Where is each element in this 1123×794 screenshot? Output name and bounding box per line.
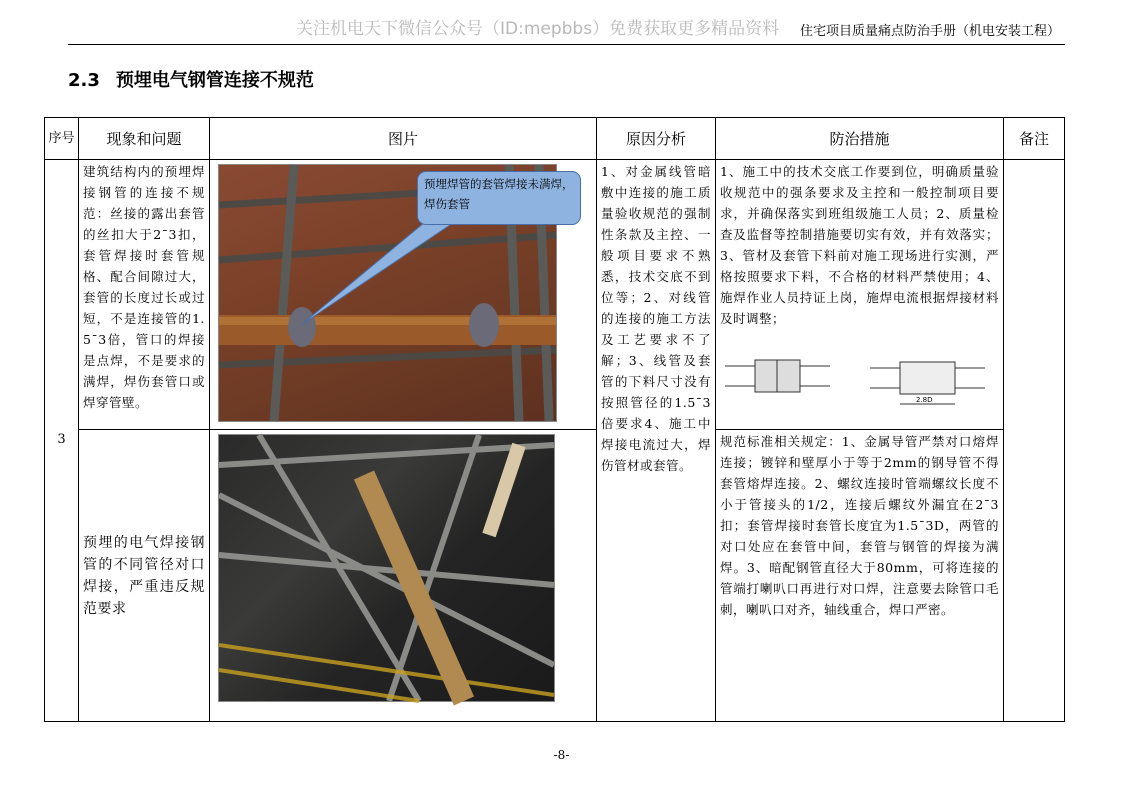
photo-socket-weld <box>218 164 574 422</box>
measures-text-1: 1、施工中的技术交底工作要到位，明确质量验收规范中的强条要求及主控和一般控制项目要求，并确保落实到班组级施工人员；2、质量检查及监督等控制措施要切实有效，并有效落实；3、管材及套管下料前对施工现场进行实测，严格按照要求下料，不合格的材料严禁使用；4、施焊作业人员持证上岗，施焊电流根据焊接材料及时调整； <box>720 164 999 326</box>
defect-table <box>44 117 1065 722</box>
photo-callout: 预埋焊管的套管焊接未满焊，焊伤套管 <box>417 171 581 225</box>
phenomenon-cell-1 <box>79 160 210 430</box>
phenomenon-cell-2 <box>79 430 210 722</box>
section-title: 预埋电气钢管连接不规范 <box>115 70 314 91</box>
header-cause: 原因分析 <box>597 118 716 160</box>
photo-butt-weld-drawing <box>219 435 554 701</box>
header-measures: 防治措施 <box>716 118 1004 160</box>
measures-cell-1 <box>716 160 1004 430</box>
sketch-dimension: 2.8D <box>916 396 933 404</box>
photo-butt-weld <box>218 434 555 702</box>
header-picture: 图片 <box>210 118 597 160</box>
document-title: 住宅项目质量痛点防治手册（机电安装工程） <box>800 24 1061 39</box>
header-seq: 序号 <box>45 118 79 160</box>
picture-cell-1 <box>210 160 597 430</box>
table-row <box>45 160 1065 430</box>
measures-cell-2 <box>716 430 1004 722</box>
page-number: -8- <box>553 748 570 762</box>
table-header-row <box>45 118 1065 160</box>
cause-text: 1、对金属线管暗敷中连接的施工质量验收规范的强制性条款及主控、一般项目要求不熟悉，技术交底不到位等；2、对线管的连接的施工方法及工艺要求不了解；3、线管及套管的下料尺寸没有按照管径的1.5¯3倍要求4、施工中焊接电流过大，焊伤管材或套管。 <box>601 164 711 473</box>
section-number: 2.3 <box>68 70 100 91</box>
header-divider <box>68 44 1065 45</box>
phenomenon-text-2: 预埋的电气焊接钢管的不同管径对口焊接，严重违反规范要求 <box>83 534 205 617</box>
cause-cell <box>597 160 716 722</box>
remark-cell <box>1004 160 1065 722</box>
table-row <box>45 430 1065 722</box>
picture-cell-2 <box>210 430 597 722</box>
measures-text-2: 规范标准相关规定：1、金属导管严禁对口熔焊连接；镀锌和壁厚小于等于2mm的钢导管不得套管熔焊连接。2、螺纹连接时管端螺纹长度不小于管接头的1/2，连接后螺纹外漏宜在2¯3扣；套管焊接时套管长度宜为1.5¯3D，两管的对口处应在套管中间，套管与钢管的焊接为满焊。3、暗配钢管直径大于80mm，可将连接的管端打喇叭口再进行对口焊，注意要去除管口毛刺，喇叭口对齐，轴线重合，焊口严密。 <box>720 434 999 617</box>
watermark: 关注机电天下微信公众号（ID:mepbbs）免费获取更多精品资料 <box>296 19 780 39</box>
phenomenon-text-1: 建筑结构内的预埋焊接钢管的连接不规范：丝接的露出套管的丝扣大于2¯3扣，套管焊接时套管规格、配合间隙过大，套管的长度过长或过短，不是连接管的1.5¯3倍，管口的焊接是点焊，不是要求的满焊，焊伤套管口或焊穿管壁。 <box>83 164 205 410</box>
row-seq: 3 <box>45 160 79 722</box>
section-heading <box>68 66 314 92</box>
pipe-joint-sketch <box>720 336 990 411</box>
header-phenomenon: 现象和问题 <box>79 118 210 160</box>
header-remark: 备注 <box>1004 118 1065 160</box>
